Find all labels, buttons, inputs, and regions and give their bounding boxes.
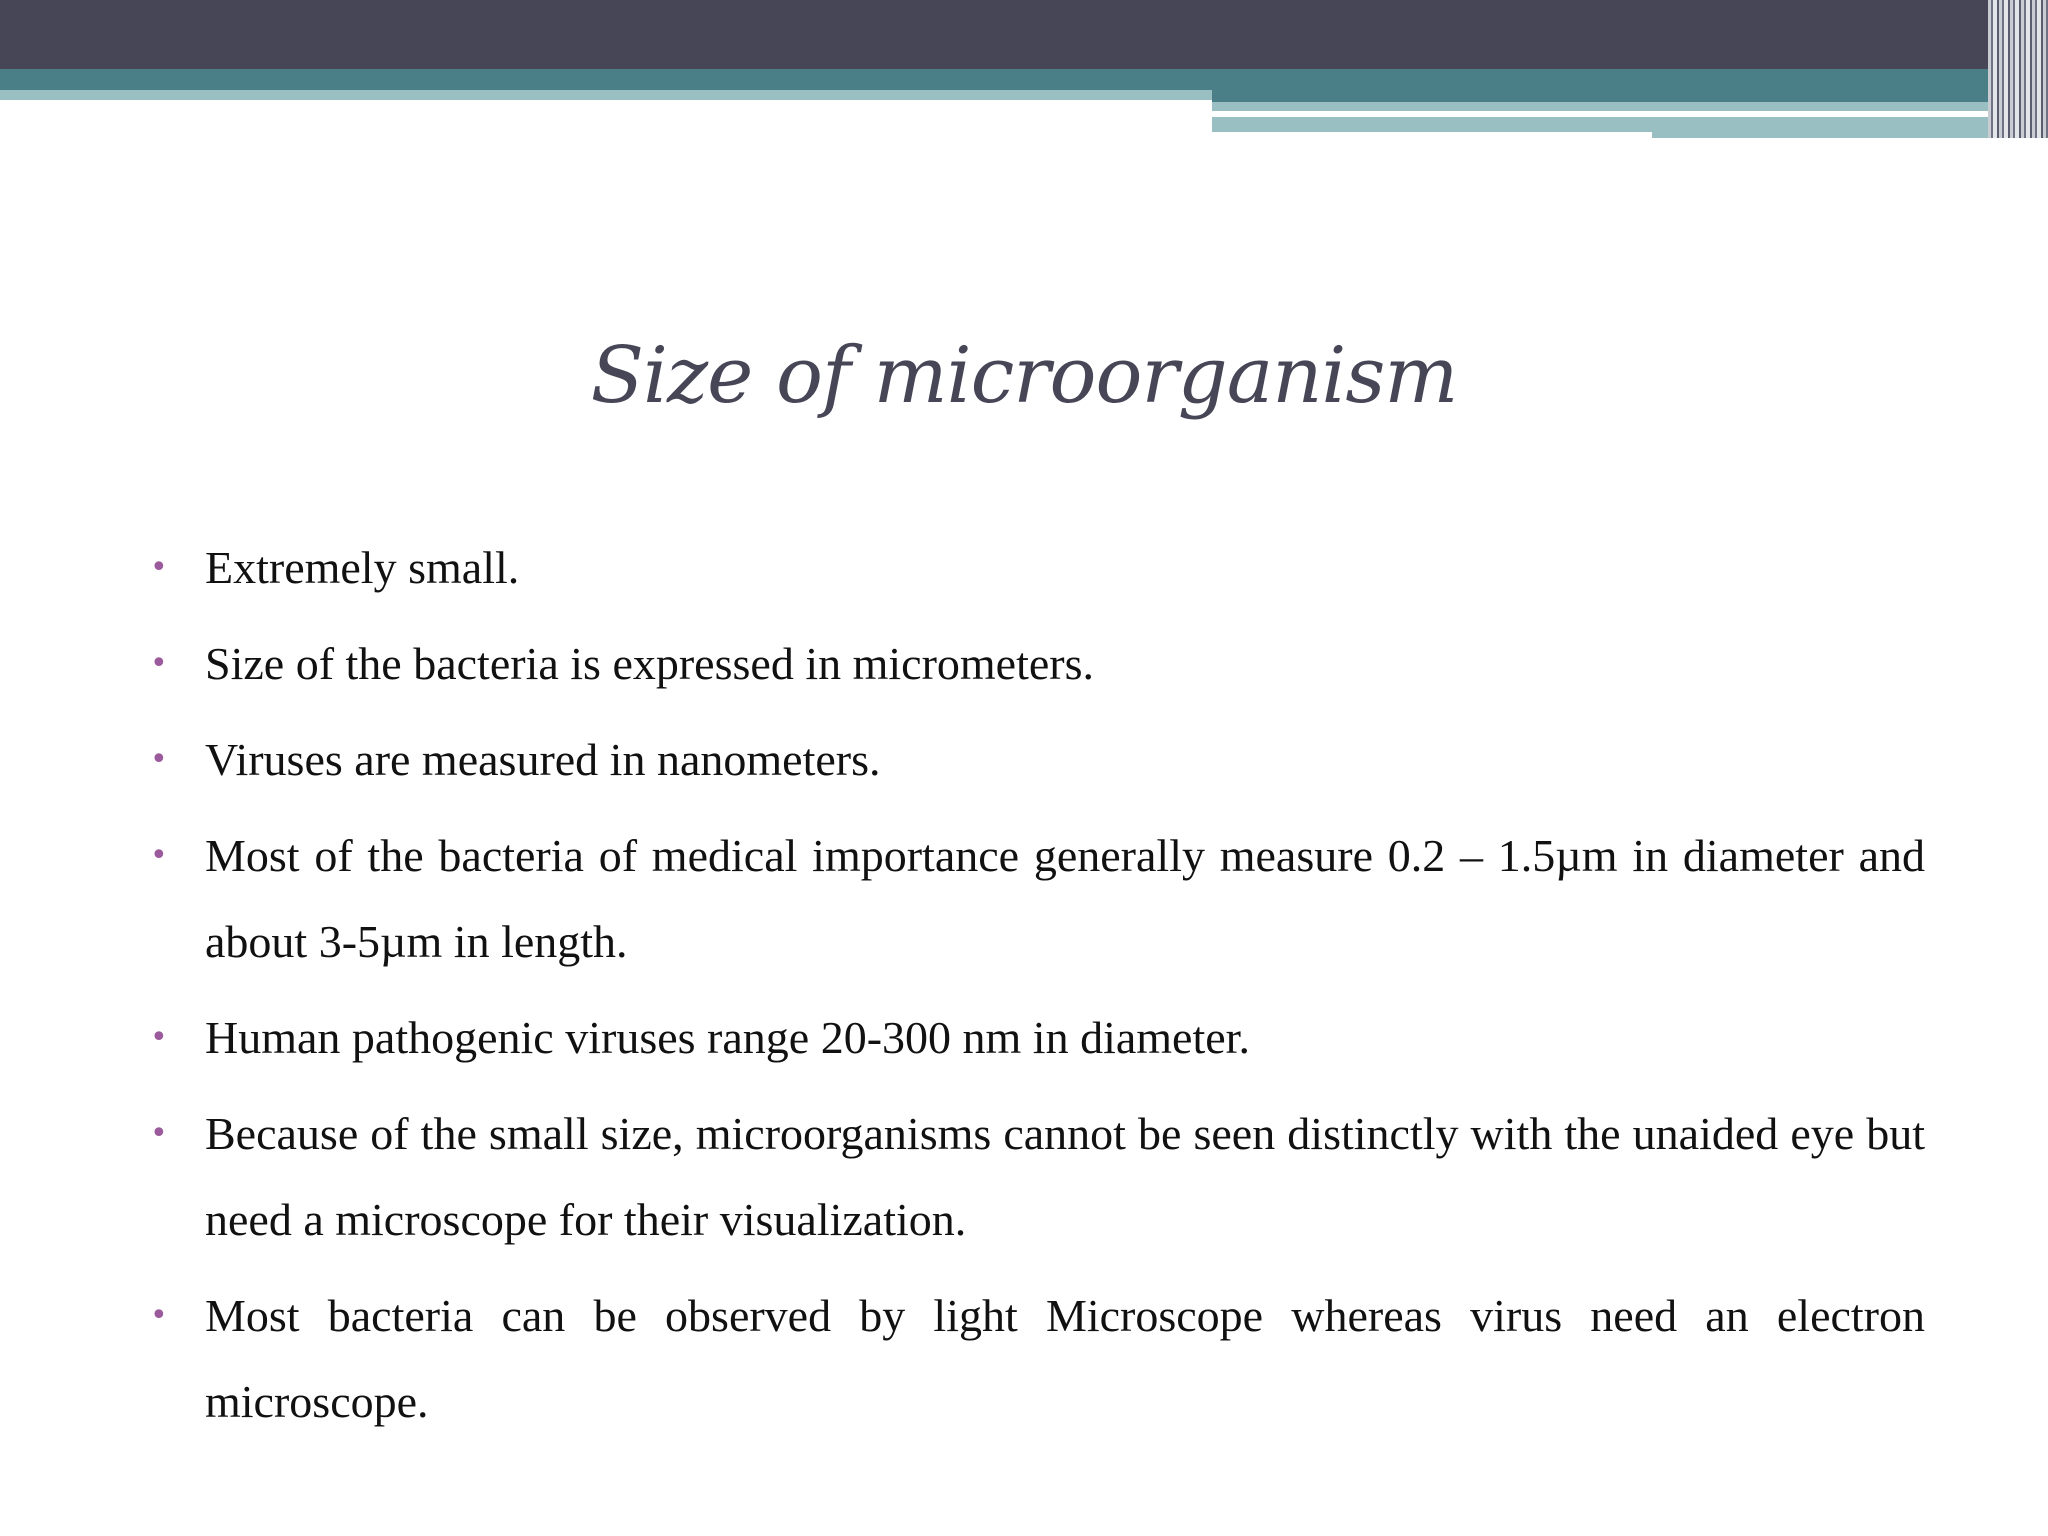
bullet-item: [145, 1091, 1925, 1263]
header-stripes: [1988, 0, 2048, 138]
bullet-text: Because of the small size, microorganisms cannot be seen distinctly with the unaided eye but need a microscope for their visualization.: [205, 1108, 1925, 1245]
bullet-marker: •: [150, 1020, 168, 1055]
bullet-text: Extremely small.: [205, 542, 520, 593]
header-band-teal: [0, 69, 2048, 90]
bullet-item: [145, 621, 1925, 707]
header-white-line: [1212, 111, 1897, 117]
bullet-marker: •: [150, 1116, 168, 1151]
bullet-text: Most of the bacteria of medical importance generally measure 0.2 – 1.5µm in diameter and about 3-5µm in length.: [205, 830, 1925, 967]
header-band-light-right-lower: [1212, 117, 2028, 132]
header-band-light-right-tail: [1652, 132, 2008, 138]
bullet-text: Most bacteria can be observed by light Microscope whereas virus need an electron microscope.: [205, 1290, 1925, 1427]
bullet-item: [145, 717, 1925, 803]
header-band-light-left: [0, 90, 1212, 100]
bullet-marker: •: [150, 550, 168, 585]
bullet-marker: •: [150, 838, 168, 873]
bullet-item: [145, 813, 1925, 985]
bullet-item: [145, 995, 1925, 1081]
header-band-dark: [0, 0, 2048, 69]
bullet-text: Viruses are measured in nanometers.: [205, 734, 881, 785]
bullet-list: [145, 525, 1925, 1455]
slide-title: Size of microorganism: [590, 331, 1458, 421]
header-band-teal-right: [1212, 90, 2048, 102]
header-band-light-right: [1212, 102, 2028, 111]
bullet-marker: •: [150, 646, 168, 681]
bullet-text: Size of the bacteria is expressed in micrometers.: [205, 638, 1095, 689]
bullet-item: [145, 1273, 1925, 1445]
bullet-marker: •: [150, 1298, 168, 1333]
bullet-marker: •: [150, 742, 168, 777]
bullet-text: Human pathogenic viruses range 20-300 nm in diameter.: [205, 1012, 1250, 1063]
bullet-item: [145, 525, 1925, 611]
